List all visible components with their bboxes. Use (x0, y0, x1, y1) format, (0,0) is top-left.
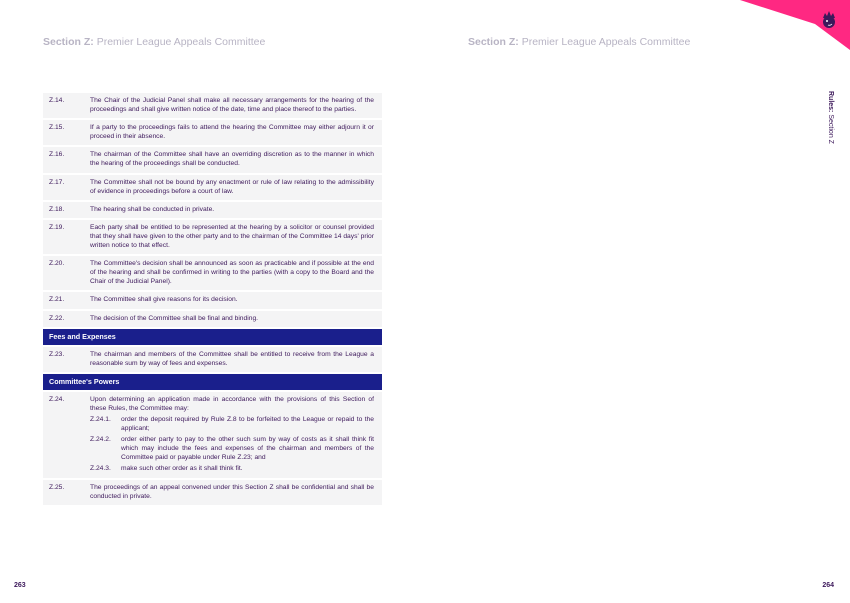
fees-heading: Fees and Expenses (43, 329, 382, 345)
rule-number: Z.23. (49, 350, 65, 358)
rule-z17 (43, 175, 382, 200)
rule-text: Upon determining an application made in accordance with the provisions of this Section of these Rules, the Committee may: (90, 395, 374, 412)
rule-number: Z.21. (49, 296, 65, 304)
subrule-text: order either party to pay to the other such sum by way of costs as it shall think fit which may include the fees and expenses of the chairman and members of the Committee paid or payable under Rule Z.23; and (121, 436, 374, 462)
rules-list (43, 93, 382, 507)
rule-number: Z.14. (49, 97, 65, 104)
rule-text: The Chair of the Judicial Panel shall make all necessary arrangements for the hearing of the proceedings and shall give written notice of the date, time and place thereof to the parties. (90, 97, 374, 114)
rule-text: The Committee shall give reasons for its decision. (90, 296, 238, 304)
section-prefix: Section Z: (43, 36, 94, 48)
rule-number: Z.20. (49, 260, 65, 268)
rule-z19 (43, 220, 382, 254)
rule-z20 (43, 256, 382, 290)
rule-z15 (43, 120, 382, 145)
rule-z21 (43, 292, 382, 308)
side-label (827, 91, 834, 144)
rule-text: The Committee shall not be bound by any enactment or rule of law relating to the admissibility of evidence in proceedings before a court of law. (90, 178, 374, 195)
subrule-text: order the deposit required by Rule Z.8 to be forfeited to the League or repaid to the applicant; (121, 415, 374, 433)
subrule-z24-2 (90, 435, 374, 462)
rule-number: Z.15. (49, 124, 65, 132)
right-page (425, 0, 850, 603)
rule-number: Z.17. (49, 178, 65, 186)
subrule-number: Z.24.2. (90, 436, 111, 444)
rule-z18 (43, 202, 382, 218)
rule-text: The hearing shall be conducted in private. (90, 205, 215, 213)
rule-text: If a party to the proceedings fails to attend the hearing the Committee may either adjourn it or proceed in their absence. (90, 124, 374, 141)
subrule-z24-1 (90, 415, 374, 433)
rule-number: Z.22. (49, 314, 65, 322)
rule-number: Z.24. (49, 395, 65, 403)
side-label-bold: Rules: (827, 91, 834, 113)
section-header (468, 36, 690, 48)
rule-number: Z.16. (49, 151, 65, 159)
rule-body (90, 395, 374, 474)
premier-league-lion-icon (820, 10, 838, 30)
rule-z16 (43, 147, 382, 172)
rule-z23 (43, 347, 382, 372)
rule-z22 (43, 311, 382, 327)
subrule-text: make such other order as it shall think fit. (121, 465, 243, 473)
section-header (43, 36, 265, 48)
rule-number: Z.18. (49, 205, 65, 213)
rule-number: Z.19. (49, 223, 65, 231)
page-number-left: 263 (14, 582, 26, 589)
rule-text: The chairman and members of the Committee shall be entitled to receive from the League a reasonable sum by way of fees and expenses. (90, 350, 374, 367)
subrule-number: Z.24.1. (90, 415, 111, 423)
section-title: Premier League Appeals Committee (521, 36, 691, 48)
side-label-rest: Section Z (827, 114, 834, 144)
rule-z25 (43, 480, 382, 505)
rule-text: Each party shall be entitled to be represented at the hearing by a solicitor or counsel provided that they shall have given to the other party and to the chairman of the Committee 14 days' prior written notice to that effect. (90, 223, 374, 250)
rule-text: The chairman of the Committee shall have an overriding discretion as to the manner in which the hearing of the proceedings shall be conducted. (90, 151, 374, 168)
powers-heading: Committee's Powers (43, 374, 382, 390)
rule-text: The Committee's decision shall be announced as soon as practicable and if possible at the end of the hearing and shall be confirmed in writing to the parties (with a copy to the Board and the Chair of the Judicial Panel). (90, 260, 374, 286)
rule-text: The proceedings of an appeal convened under this Section Z shall be confidential and shall be conducted in private. (90, 483, 374, 500)
rule-text: The decision of the Committee shall be final and binding. (90, 314, 259, 322)
section-prefix: Section Z: (468, 36, 519, 48)
subrule-z24-3 (90, 464, 374, 473)
rule-number: Z.25. (49, 483, 65, 491)
rule-z24 (43, 392, 382, 478)
page-number-right: 264 (822, 582, 834, 589)
rule-z14 (43, 93, 382, 118)
section-title: Premier League Appeals Committee (96, 36, 266, 48)
subrule-number: Z.24.3. (90, 465, 111, 473)
